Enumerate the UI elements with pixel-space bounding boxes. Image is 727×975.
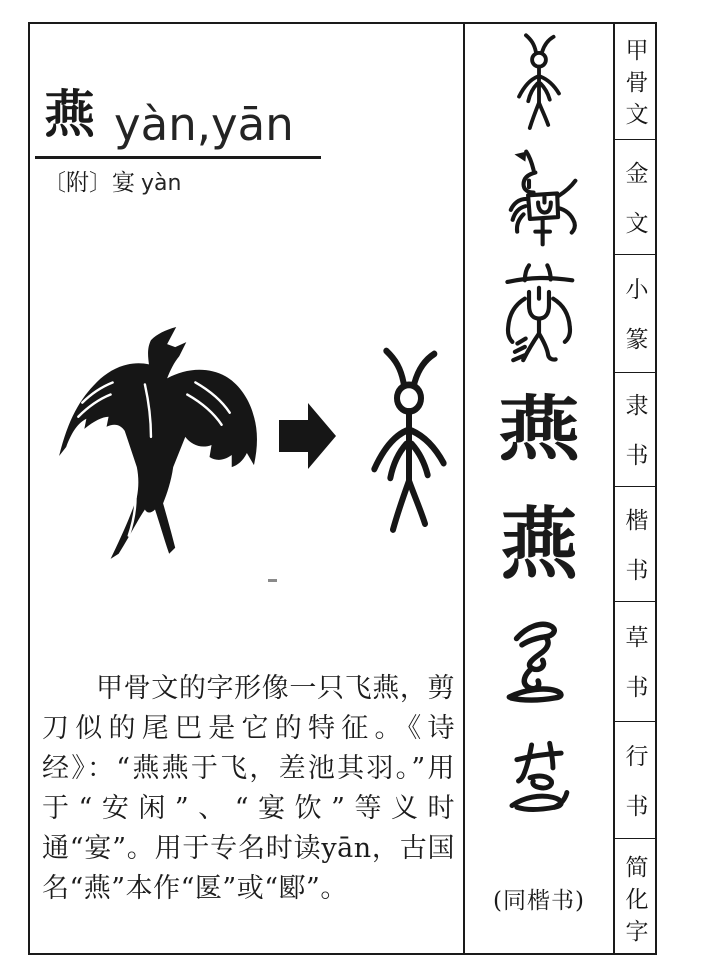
running-glyph — [465, 722, 613, 839]
oracle-bone-glyph-large — [369, 345, 449, 537]
dictionary-page — [28, 22, 657, 955]
regular-glyph: 燕 — [499, 498, 578, 590]
script-style-labels — [615, 24, 655, 953]
title-underline — [35, 156, 321, 159]
simplified-note: (同楷书) — [493, 887, 585, 914]
label-jianhuazi: 简化字 — [621, 854, 648, 951]
entry-pinyin: yàn,yān — [114, 98, 294, 151]
bronze-glyph — [465, 140, 613, 255]
explanation-paragraph: 甲骨文的字形像一只飞燕，剪刀似的尾巴是它的特征。《诗经》：“燕燕于飞，差池其羽。”用于“安闲”、“宴饮”等义时通“宴”。用于专名时读yān，古国名“燕”本作“匽”或“郾”。 — [42, 673, 455, 904]
label-xingshu: 行书 — [615, 722, 655, 839]
label-xiaozhuan: 小篆 — [615, 255, 655, 373]
scan-speck — [268, 579, 277, 582]
label-jinwen: 金文 — [615, 140, 655, 255]
clerical-glyph: 燕 — [497, 388, 581, 471]
swallow-illustration-icon — [48, 324, 260, 582]
seal-glyph — [465, 255, 613, 373]
variant-note — [43, 170, 181, 198]
label-kaishu: 楷书 — [615, 487, 655, 602]
variant-pinyin: yàn — [141, 171, 182, 196]
entry-headword: 燕 — [44, 85, 96, 145]
cursive-glyph — [465, 602, 613, 722]
variant-label: 〔附〕宴 — [43, 170, 135, 196]
evolution-arrow-icon — [279, 403, 336, 469]
label-jiaguwen: 甲骨文 — [615, 24, 655, 140]
label-caoshu: 草书 — [615, 602, 655, 722]
oracle-bone-glyph — [465, 24, 613, 140]
script-evolution-column — [465, 24, 613, 953]
label-lishu: 隶书 — [615, 373, 655, 487]
